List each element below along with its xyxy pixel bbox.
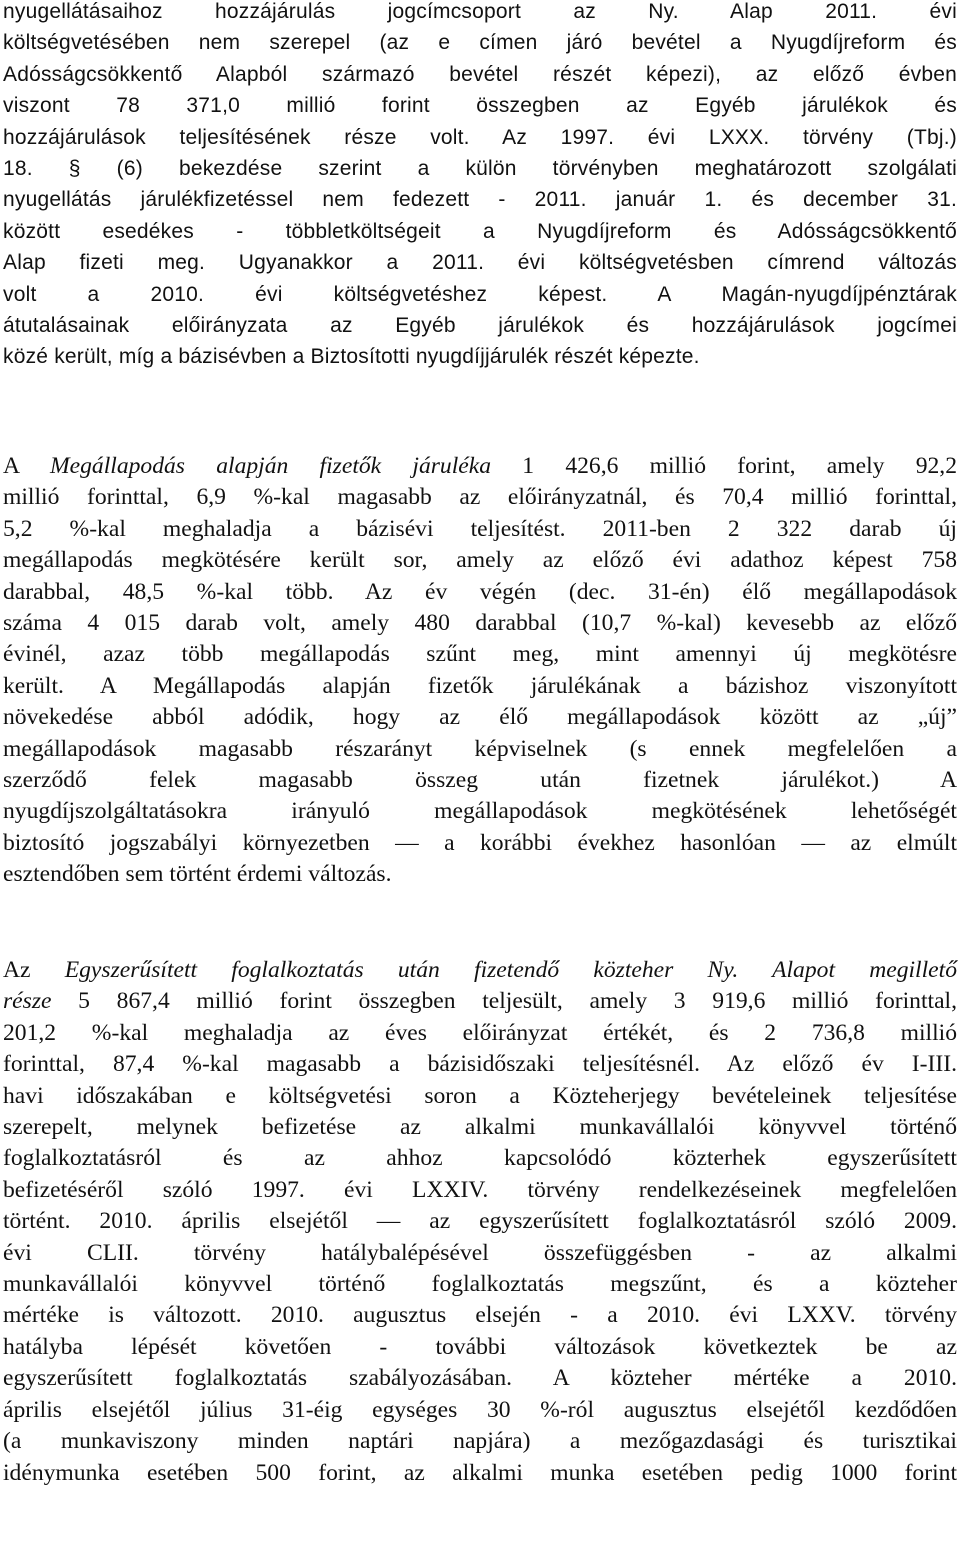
italic-term: Egyszerűsített foglalkoztatás után fizetendő közteher Ny. Alapot megillető (64, 957, 957, 983)
text-line: évi CLII. törvény hatálybalépésével összefüggésben - az alkalmi (3, 1239, 957, 1266)
text-line: befizetéséről szóló 1997. évi LXXIV. törvény rendelkezéseinek megfelelően (3, 1176, 957, 1203)
text-line: viszont 78 371,0 millió forint összegben az Egyéb járulékok és (3, 94, 957, 118)
text-line: növekedése abból adódik, hogy az élő megállapodások között az „új” (3, 704, 957, 731)
text-line: történt. 2010. április elsejétől — az egyszerűsített foglalkoztatásról szóló 2009. (3, 1208, 957, 1235)
text-line: költségvetésében nem szerepel (az e címen járó bevétel a Nyugdíjreform és (3, 31, 957, 55)
text-line: mértéke is változott. 2010. augusztus elsején - a 2010. évi LXXV. törvény (3, 1302, 957, 1329)
paragraph-pension-contributions (3, 0, 957, 373)
text-line: nyugellátás járulékfizetéssel nem fedezett - 2011. január 1. és december 31. (3, 188, 957, 212)
text-line: nyugdíjszolgáltatásokra irányuló megállapodások megkötésének lehetőségét (3, 798, 957, 825)
text-line: évinél, azaz több megállapodás szűnt meg, mint amennyi új megkötésre (3, 641, 957, 668)
text-line: forinttal, 87,4 %-kal magasabb a bázisidőszaki teljesítésnél. Az előző év I-III. (3, 1051, 957, 1078)
paragraph-simplified-employment (3, 955, 957, 1489)
text-line: hatályba lépését követően - további változások következtek be az (3, 1333, 957, 1360)
italic-term: része (3, 988, 52, 1015)
text-line: Adósságcsökkentő Alapból származó bevétel részét képezi), az előző évben (3, 62, 957, 86)
text-run: Az (3, 957, 65, 983)
text-line: egyszerűsített foglalkoztatás szabályozásában. A közteher mértéke a 2010. (3, 1365, 957, 1392)
text-line: havi időszakában e költségvetési soron a Közteherjegy bevételeinek teljesítése (3, 1082, 957, 1109)
text-line: darabbal, 48,5 %-kal több. Az év végén (dec. 31-én) élő megállapodások (3, 578, 957, 605)
text-line: biztosító jogszabályi környezetben — a korábbi évekhez hasonlóan — az elmúlt (3, 829, 957, 856)
text-run: 5 867,4 millió forint összegben teljesült, amely 3 919,6 millió forinttal, (51, 988, 957, 1015)
paragraph-agreement-contributions (3, 451, 957, 891)
text-line (3, 986, 957, 1017)
text-line (3, 451, 957, 482)
text-line: közé került, míg a bázisévben a Biztosítotti nyugdíjjárulék részét képezte. (3, 345, 700, 369)
text-line: Alap fizeti meg. Ugyanakkor a 2011. évi költségvetésben címrend változás (3, 251, 957, 275)
text-line: hozzájárulások teljesítésének része volt. Az 1997. évi LXXX. törvény (Tbj.) (3, 125, 957, 149)
text-line: idénymunka esetében 500 forint, az alkalmi munka esetében pedig 1000 forint (3, 1459, 957, 1486)
text-line: (a munkaviszony minden naptári napjára) a mezőgazdasági és turisztikai (3, 1428, 957, 1455)
text-line: 18. § (6) bekezdése szerint a külön törvényben meghatározott szolgálati (3, 157, 957, 181)
text-line: megállapodások magasabb részarányt képviselnek (s ennek megfelelően a (3, 735, 957, 762)
text-line: április elsejétől július 31-éig egységes 30 %-ról augusztus elsejétől kezdődően (3, 1396, 957, 1423)
text-line: nyugellátásaihoz hozzájárulás jogcímcsoport az Ny. Alap 2011. évi (3, 0, 957, 23)
text-line: 5,2 %-kal meghaladja a bázisévi teljesítést. 2011-ben 2 322 darab új (3, 515, 957, 542)
text-run: A (3, 453, 50, 479)
text-line: került. A Megállapodás alapján fizetők járulékának a bázishoz viszonyított (3, 672, 957, 699)
text-line: szerződő felek magasabb összeg után fizetnek járulékot.) A (3, 767, 957, 794)
text-line: szerepelt, melynek befizetése az alkalmi munkavállalói könyvvel történő (3, 1114, 957, 1141)
text-line: átutalásainak előirányzata az Egyéb járulékok és hozzájárulások jogcímei (3, 314, 957, 338)
italic-term: Megállapodás alapján fizetők járuléka (49, 453, 492, 479)
text-line: 201,2 %-kal meghaladja az éves előirányzat értékét, és 2 736,8 millió (3, 1019, 957, 1046)
text-line: munkavállalói könyvvel történő foglalkoztatás megszűnt, és a közteher (3, 1271, 957, 1298)
text-line (3, 955, 957, 986)
text-line: esztendőben sem történt érdemi változás. (3, 861, 392, 888)
text-line: között esedékes - többletköltségeit a Nyugdíjreform és Adósságcsökkentő (3, 219, 957, 243)
text-line: volt a 2010. évi költségvetéshez képest. A Magán-nyugdíjpénztárak (3, 282, 957, 306)
text-line: száma 4 015 darab volt, amely 480 darabbal (10,7 %-kal) kevesebb az előző (3, 610, 957, 637)
text-run: 1 426,6 millió forint, amely 92,2 (491, 453, 957, 479)
text-line: megállapodás megkötésére került sor, amely az előző évi adathoz képest 758 (3, 547, 957, 574)
text-line: foglalkoztatásról és az ahhoz kapcsolódó közterhek egyszerűsített (3, 1145, 957, 1172)
text-line: millió forinttal, 6,9 %-kal magasabb az előirányzatnál, és 70,4 millió forinttal, (3, 484, 957, 511)
